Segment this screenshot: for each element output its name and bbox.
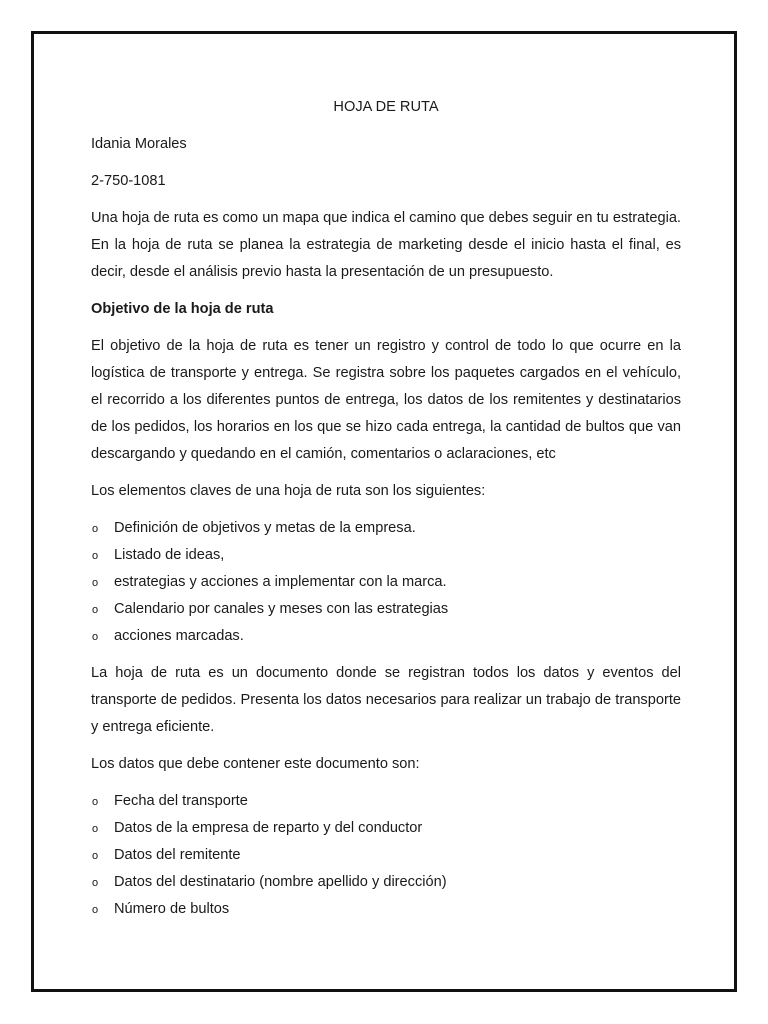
key-elements-list [91, 515, 681, 650]
document-title: HOJA DE RUTA [333, 99, 439, 115]
id-number: 2-750-1081 [91, 173, 166, 189]
key-elements-intro: Los elementos claves de una hoja de ruta son los siguientes: [91, 483, 486, 499]
document-content [91, 94, 681, 933]
list-item-text: Datos del destinatario (nombre apellido y dirección) [114, 874, 447, 890]
bullet-icon: o [92, 823, 99, 835]
bullet-icon: o [92, 904, 99, 916]
document-page [31, 31, 737, 992]
list-item [91, 896, 681, 923]
author-name: Idania Morales [91, 136, 187, 152]
bullet-icon: o [92, 631, 99, 643]
list-item-text: Definición de objetivos y metas de la empresa. [114, 520, 416, 536]
bullet-icon: o [92, 577, 99, 589]
list-item [91, 596, 681, 623]
list-item-text: Datos del remitente [114, 847, 241, 863]
list-item [91, 815, 681, 842]
data-items-intro: Los datos que debe contener este documento son: [91, 756, 420, 772]
list-item-text: Número de bultos [114, 901, 230, 917]
bullet-icon: o [92, 550, 99, 562]
bullet-icon: o [92, 796, 99, 808]
list-item [91, 788, 681, 815]
list-item [91, 569, 681, 596]
bullet-icon: o [92, 523, 99, 535]
bullet-icon: o [92, 877, 99, 889]
bullet-icon: o [92, 604, 99, 616]
list-item [91, 542, 681, 569]
objective-heading: Objetivo de la hoja de ruta [91, 301, 274, 317]
list-item-text: Fecha del transporte [114, 793, 248, 809]
list-item-text: Calendario por canales y meses con las estrategias [114, 601, 449, 617]
list-item-text: estrategias y acciones a implementar con la marca. [114, 574, 447, 590]
document-description-paragraph: La hoja de ruta es un documento donde se registran todos los datos y eventos del transporte de pedidos. Presenta los datos necesarios para realizar un trabajo de transporte y entrega eficiente. [91, 665, 681, 735]
list-item [91, 842, 681, 869]
bullet-icon: o [92, 850, 99, 862]
objective-paragraph: El objetivo de la hoja de ruta es tener un registro y control de todo lo que ocurre en la logística de transporte y entrega. Se registra sobre los paquetes cargados en el vehículo, el recorrido a los diferentes puntos de entrega, los datos de los remitentes y destinatarios de los pedidos, los horarios en los que se hizo cada entrega, la cantidad de bultos que van descargando y quedando en el camión, comentarios o aclaraciones, etc [91, 338, 681, 462]
list-item-text: acciones marcadas. [114, 628, 244, 644]
list-item [91, 869, 681, 896]
list-item-text: Datos de la empresa de reparto y del conductor [114, 820, 423, 836]
intro-paragraph: Una hoja de ruta es como un mapa que indica el camino que debes seguir en tu estrategia. En la hoja de ruta se planea la estrategia de marketing desde el inicio hasta el final, es decir, desde el análisis previo hasta la presentación de un presupuesto. [91, 210, 681, 280]
list-item [91, 515, 681, 542]
data-items-list [91, 788, 681, 923]
list-item-text: Listado de ideas, [114, 547, 225, 563]
list-item [91, 623, 681, 650]
